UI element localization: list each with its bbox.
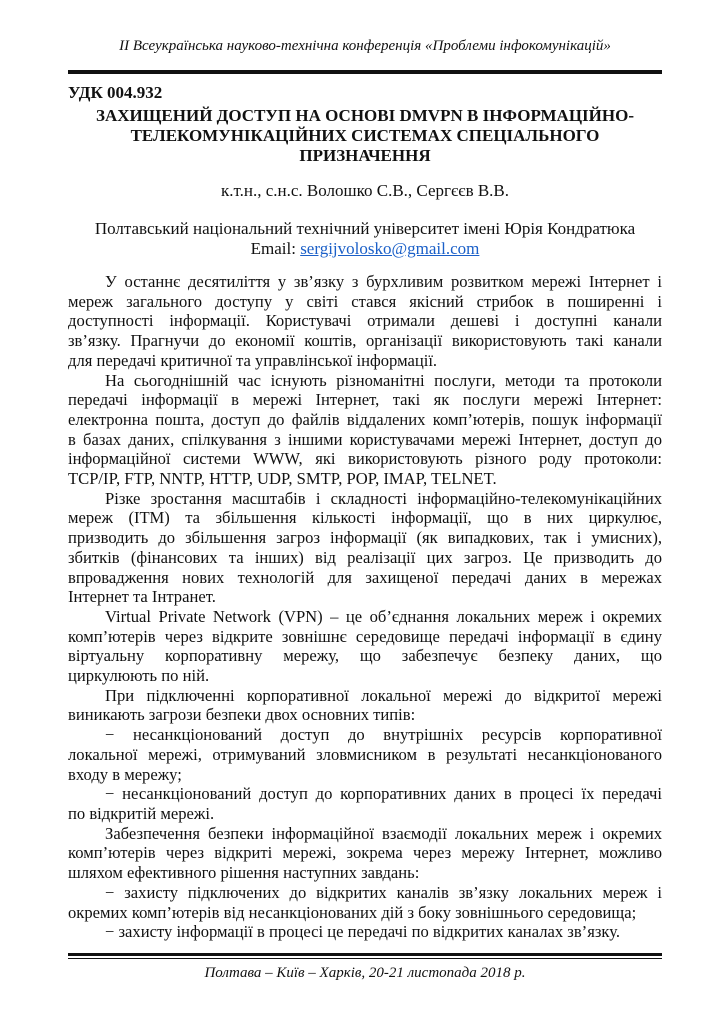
paragraph <box>68 686 662 725</box>
text-line: циркулюють по ній. <box>68 666 210 686</box>
text-line: інформаційної системи WWW, які використовують різного роду протоколи: <box>68 449 662 469</box>
paragraph <box>68 489 662 607</box>
text-line: по відкритій мережі. <box>68 803 215 823</box>
paragraph <box>68 272 662 371</box>
text-line: в базах даних, спілкування з іншими користувачами мережі Інтернет, доступ до <box>68 429 662 449</box>
text-line: мереж (ІТМ) та збільшення кількості інформації, що в них циркулює, <box>68 508 662 528</box>
authors: к.т.н., с.н.с. Волошко С.В., Сергєєв В.В. <box>220 181 510 200</box>
footer-rule-thin <box>68 958 662 959</box>
text-line: Забезпечення безпеки інформаційної взаємодії локальних мереж і окремих <box>105 823 662 843</box>
text-line: − захисту підключених до відкритих каналів зв’язку локальних мереж і <box>105 882 662 902</box>
text-line: збитків (фінансових та інших) від реалізації цих загроз. Це призводить до <box>68 547 662 567</box>
email-link[interactable]: sergijvolosko@gmail.com <box>300 239 480 258</box>
paragraph <box>68 883 662 922</box>
title-line: ТЕЛЕКОМУНІКАЦІЙНИХ СИСТЕМАХ СПЕЦІАЛЬНОГО <box>130 126 600 145</box>
header-rule <box>68 70 662 74</box>
paper-title <box>68 106 662 166</box>
paragraph <box>68 922 662 942</box>
text-line: доступності інформації. Користувачі отримали дешеві і доступні канали <box>68 311 662 331</box>
text-line: електронна пошта, доступ до файлів віддалених комп’ютерів, пошук інформації <box>68 409 662 429</box>
text-line: віртуальну корпоративну мережу, що забезпечує безпеку даних, що <box>68 646 662 666</box>
text-line: для передачі критичної та управлінської інформації. <box>68 350 438 370</box>
affiliation: Полтавський національний технічний університет імені Юрія Кондратюка <box>94 219 636 238</box>
body-text <box>68 272 662 942</box>
text-line: зв’язку. Прагнучи до економії коштів, організації використовують такі канали <box>68 331 662 351</box>
text-line: окремих комп’ютерів від несанкціонованих дій з боку зовнішнього середовища; <box>68 902 637 922</box>
paragraph <box>68 824 662 883</box>
text-line: впровадження нових технологій для захищеної передачі даних в мережах <box>68 567 662 587</box>
text-line: комп’ютерів через відкриті мережі, зокрема через мережу Інтернет, можливо <box>68 843 662 863</box>
text-line: Інтернет та Інтранет. <box>68 587 216 607</box>
text-line: мереж загального доступу у світі стався якісний стрибок в поширенні і <box>68 291 662 311</box>
email-line <box>68 239 662 259</box>
text-line: На сьогоднішній час існують різноманітні послуги, методи та протоколи <box>105 370 662 390</box>
text-line: − захисту інформації в процесі це передачі по відкритих каналах зв’язку. <box>105 922 621 942</box>
text-line: комп’ютерів через відкрите зовнішнє середовище передачі інформації в єдину <box>68 626 662 646</box>
text-line: TCP/IP, FTP, NNTP, HTTP, UDP, SMTP, POP, IMAP, TELNET. <box>68 469 497 489</box>
title-line: ЗАХИЩЕНИЙ ДОСТУП НА ОСНОВІ DMVPN В ІНФОРМАЦІЙНО- <box>96 106 634 125</box>
text-line: − несанкціонований доступ до внутрішніх ресурсів корпоративної <box>105 725 662 745</box>
paragraph <box>68 784 662 823</box>
text-line: призводить до збільшення загроз інформації (як випадкових, так і умисних), <box>68 528 662 548</box>
paragraph <box>68 607 662 686</box>
running-footer: Полтава – Київ – Харків, 20-21 листопада 2018 р. <box>204 965 526 981</box>
text-line: У останнє десятиліття у зв’язку з бурхливим розвитком мережі Інтернет і <box>105 272 662 291</box>
text-line: виникають загрози безпеки двох основних типів: <box>68 705 416 725</box>
running-header: ІІ Всеукраїнська науково-технічна конференція «Проблеми інфокомунікацій» <box>119 38 611 54</box>
text-line: − несанкціонований доступ до корпоративних даних в процесі їх передачі <box>105 784 662 804</box>
affiliation-block <box>68 219 662 259</box>
paragraph <box>68 371 662 489</box>
text-line: шляхом ефективного рішення наступних завдань: <box>68 863 420 883</box>
udk-code: УДК 004.932 <box>68 83 163 102</box>
text-line: передачі інформації в мережі Інтернет, такі як послуги мережі Інтернет: <box>68 390 662 410</box>
text-line: локальної мережі, отримуваний зловмисником в результаті несанкціонованого <box>68 744 662 764</box>
email-label: Email: <box>250 239 301 258</box>
text-line: Різке зростання масштабів і складності інформаційно-телекомунікаційних <box>105 488 662 508</box>
paragraph <box>68 725 662 784</box>
title-line: ПРИЗНАЧЕННЯ <box>299 146 431 165</box>
footer-rule <box>68 953 662 956</box>
text-line: Virtual Private Network (VPN) – це об’єднання локальних мереж і окремих <box>105 606 662 626</box>
text-line: входу в мережу; <box>68 764 182 784</box>
text-line: При підключенні корпоративної локальної мережі до відкритої мережі <box>105 685 662 705</box>
